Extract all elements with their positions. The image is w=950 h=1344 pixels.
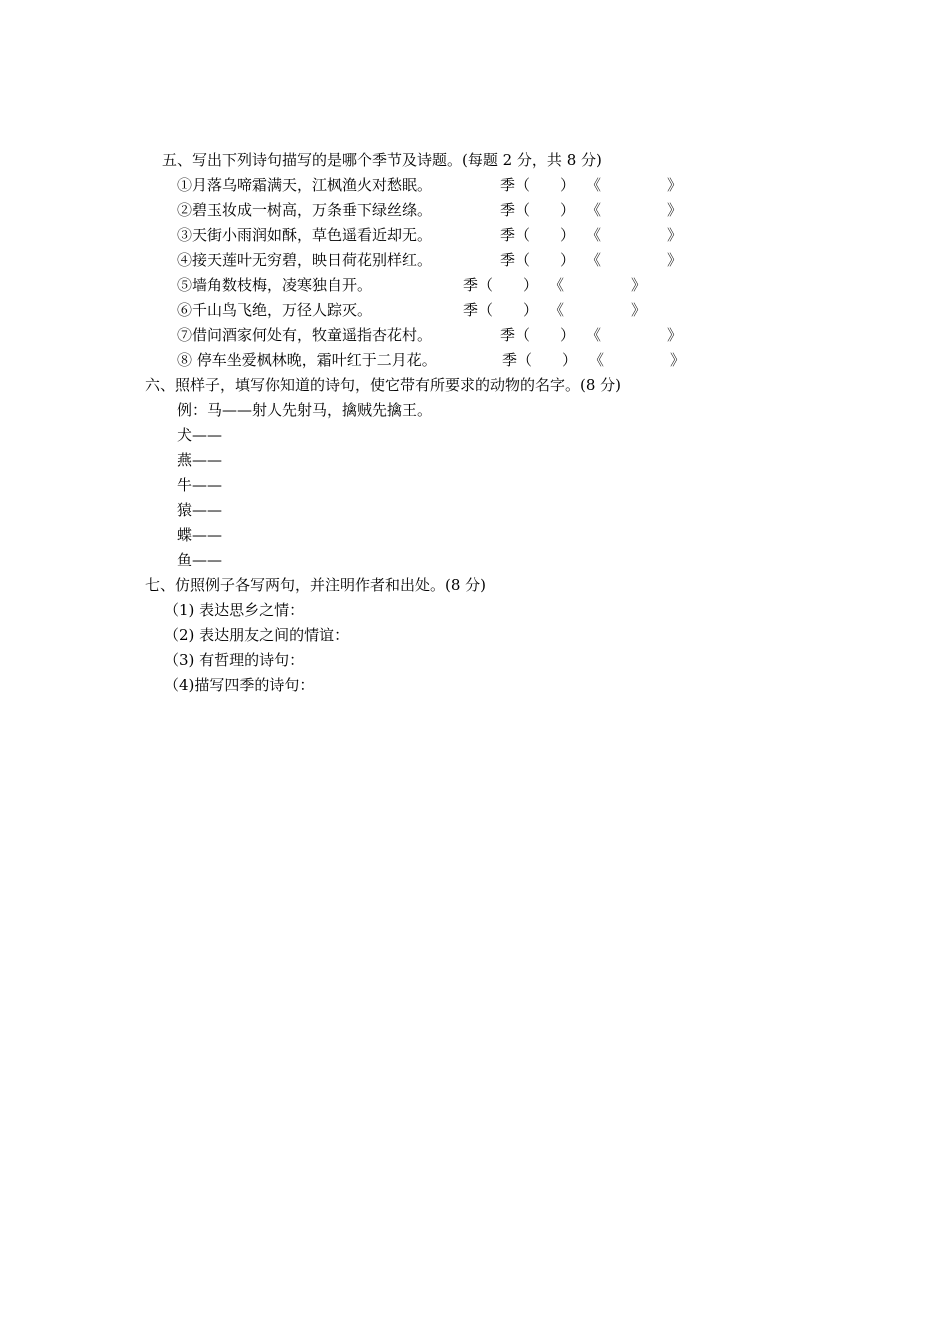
- title-open[interactable]: 《: [589, 351, 605, 369]
- section7-item-4[interactable]: （4)描写四季的诗句：: [164, 676, 315, 694]
- poem-line: ⑥千山鸟飞绝，万径人踪灭。: [177, 301, 373, 319]
- season-blank[interactable]: 季（ ）: [500, 326, 576, 344]
- animal-prompt-ox[interactable]: 牛——: [177, 476, 223, 494]
- title-close: 》: [667, 326, 683, 344]
- title-close: 》: [667, 226, 683, 244]
- section6-heading: 六、照样子，填写你知道的诗句，使它带有所要求的动物的名字。(8 分): [145, 376, 622, 394]
- section6-example: 例：马——射人先射马，擒贼先擒王。: [177, 401, 433, 419]
- title-close: 》: [667, 201, 683, 219]
- season-blank[interactable]: 季（ ）: [463, 301, 539, 319]
- section5-heading: 五、写出下列诗句描写的是哪个季节及诗题。(每题 2 分，共 8 分): [162, 151, 602, 169]
- poem-line: ①月落乌啼霜满天，江枫渔火对愁眠。: [177, 176, 433, 194]
- season-blank[interactable]: 季（ ）: [500, 201, 576, 219]
- poem-line: ⑤墙角数枝梅，凌寒独自开。: [177, 276, 373, 294]
- season-blank[interactable]: 季（ ）: [500, 176, 576, 194]
- animal-prompt-ape[interactable]: 猿——: [177, 501, 223, 519]
- season-blank[interactable]: 季（ ）: [502, 351, 578, 369]
- title-close: 》: [667, 251, 683, 269]
- poem-line: ④接天莲叶无穷碧，映日荷花别样红。: [177, 251, 433, 269]
- season-blank[interactable]: 季（ ）: [463, 276, 539, 294]
- title-close: 》: [667, 176, 683, 194]
- section7-item-1[interactable]: （1) 表达思乡之情：: [164, 601, 305, 619]
- title-open[interactable]: 《: [586, 251, 602, 269]
- poem-line: ⑦借问酒家何处有，牧童遥指杏花村。: [177, 326, 433, 344]
- title-close: 》: [631, 276, 647, 294]
- title-open[interactable]: 《: [586, 226, 602, 244]
- poem-line: ③天街小雨润如酥，草色遥看近却无。: [177, 226, 433, 244]
- title-close: 》: [631, 301, 647, 319]
- section7-item-3[interactable]: （3) 有哲理的诗句：: [164, 651, 305, 669]
- title-close: 》: [670, 351, 686, 369]
- season-blank[interactable]: 季（ ）: [500, 251, 576, 269]
- title-open[interactable]: 《: [586, 176, 602, 194]
- poem-line: ②碧玉妆成一树高，万条垂下绿丝绦。: [177, 201, 433, 219]
- poem-line: ⑧ 停车坐爱枫林晚，霜叶红于二月花。: [177, 351, 437, 369]
- animal-prompt-fish[interactable]: 鱼——: [177, 551, 223, 569]
- title-open[interactable]: 《: [586, 326, 602, 344]
- animal-prompt-swallow[interactable]: 燕——: [177, 451, 223, 469]
- animal-prompt-butterfly[interactable]: 蝶——: [177, 526, 223, 544]
- section7-item-2[interactable]: （2) 表达朋友之间的情谊：: [164, 626, 350, 644]
- section7-heading: 七、仿照例子各写两句，并注明作者和出处。(8 分): [145, 576, 487, 594]
- season-blank[interactable]: 季（ ）: [500, 226, 576, 244]
- title-open[interactable]: 《: [549, 301, 565, 319]
- title-open[interactable]: 《: [586, 201, 602, 219]
- title-open[interactable]: 《: [549, 276, 565, 294]
- animal-prompt-dog[interactable]: 犬——: [177, 426, 223, 444]
